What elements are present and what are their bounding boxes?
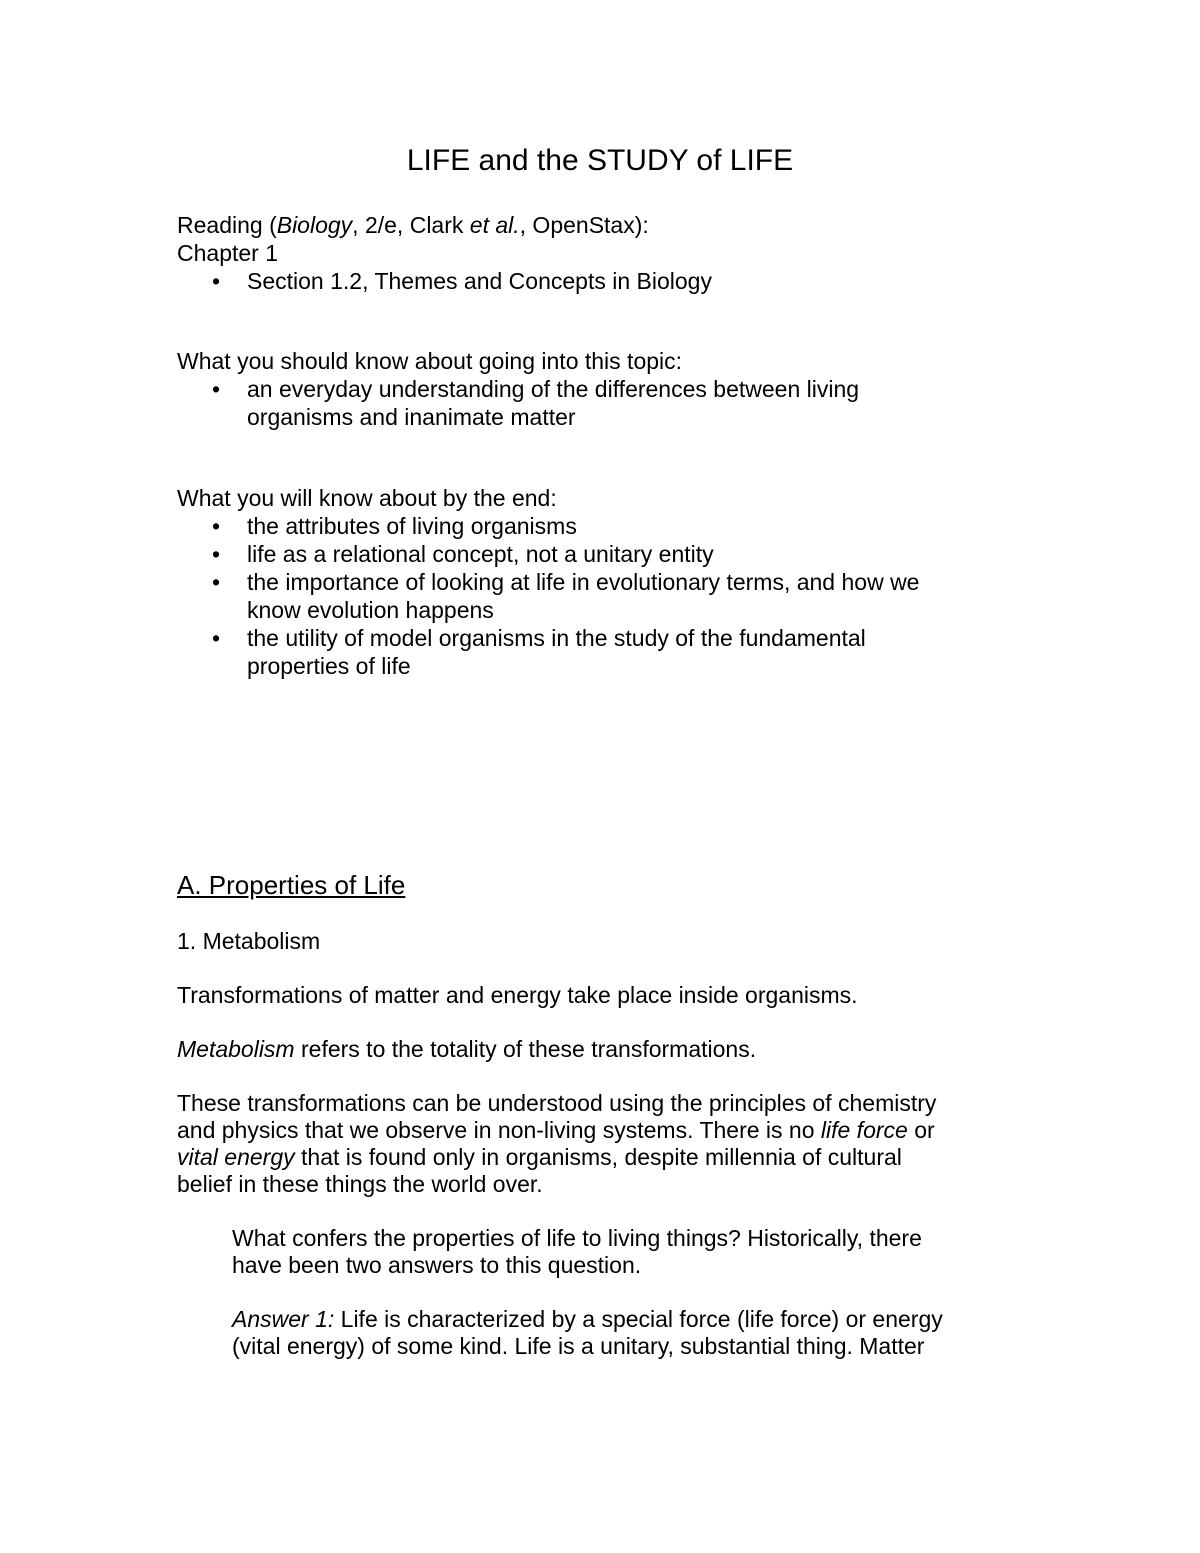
answer-label: Answer 1: [232, 1306, 335, 1332]
list-item: • an everyday understanding of the differences between living organisms and inanimate matter [177, 375, 1047, 431]
outcomes-block [177, 484, 1047, 680]
prereq-heading: What you should know about going into this topic: [177, 348, 683, 374]
paragraph: Metabolism refers to the totality of these transformations. [177, 1036, 757, 1062]
prereq-list [177, 375, 1047, 431]
indented-paragraph: What confers the properties of life to living things? Historically, there have been two answers to this question. [232, 1225, 922, 1278]
list-item: • the attributes of living organisms [177, 512, 1047, 540]
paragraph: Transformations of matter and energy take place inside organisms. [177, 982, 858, 1008]
reading-chapter: Chapter 1 [177, 240, 279, 266]
paragraph: These transformations can be understood using the principles of chemistry and physics that we observe in non-living systems. There is no life force or vital energy that is found only in organisms, despite millennia of cultural belief in these things the world over. [177, 1090, 937, 1197]
reading-citation: Reading (Biology, 2/e, Clark et al., OpenStax): [177, 212, 649, 238]
list-item: • the importance of looking at life in evolutionary terms, and how we know evolution happens [177, 568, 1047, 624]
list-item: • the utility of model organisms in the study of the fundamental properties of life [177, 624, 1047, 680]
reading-sections-list [177, 267, 1047, 295]
indented-paragraph: Answer 1: Life is characterized by a special force (life force) or energy (vital energy) of some kind. Life is a unitary, substantial thing. Matter [232, 1306, 943, 1359]
page-title: LIFE and the STUDY of LIFE [406, 144, 794, 177]
section-heading: A. Properties of Life [177, 870, 406, 900]
subsection-heading: 1. Metabolism [177, 928, 321, 954]
list-item: • Section 1.2, Themes and Concepts in Biology [177, 267, 1047, 295]
outcomes-heading: What you will know about by the end: [177, 485, 557, 511]
list-item: • life as a relational concept, not a unitary entity [177, 540, 1047, 568]
outcomes-list [177, 512, 1047, 680]
book-title: Biology [276, 212, 353, 238]
prereq-block [177, 347, 1047, 431]
reading-block [177, 211, 1047, 295]
